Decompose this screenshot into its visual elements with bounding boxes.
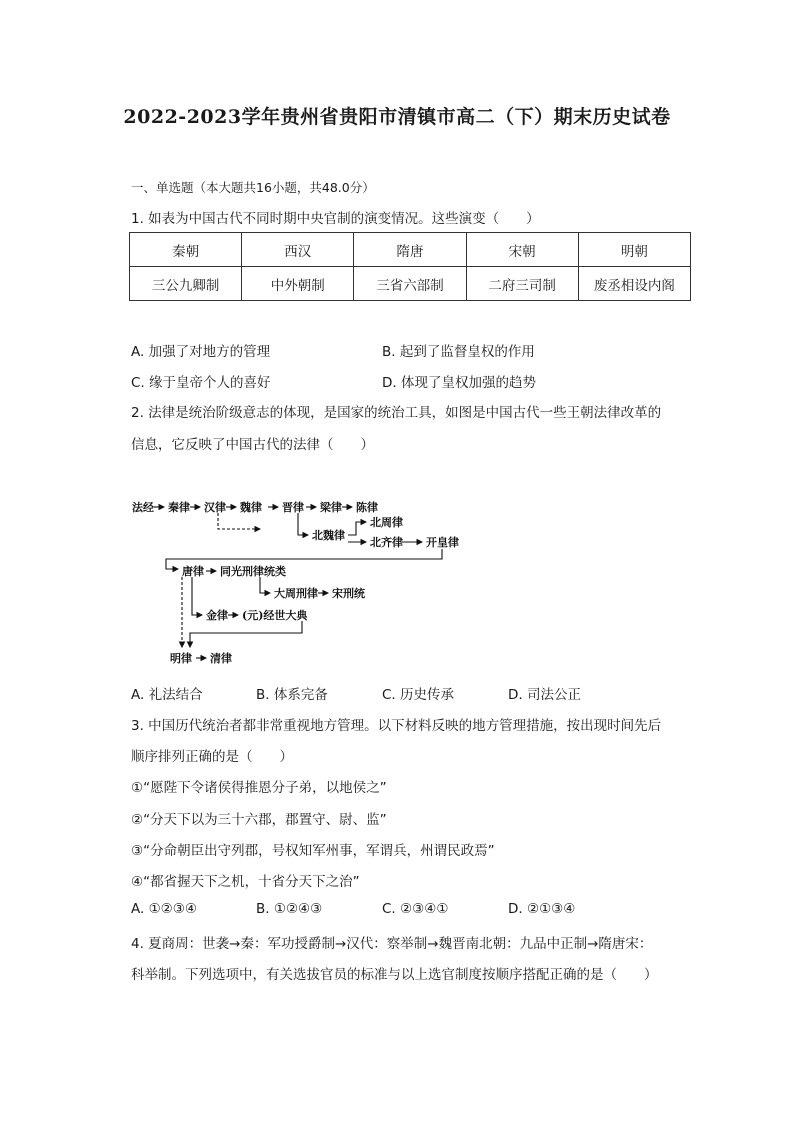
q4-stem-line1: 4. 夏商周：世袭→秦：军功授爵制→汉代：察举制→魏晋南北朝：九品中正制→隋唐宋： bbox=[131, 936, 653, 952]
q2-option-d[interactable]: D. 司法公正 bbox=[508, 687, 581, 703]
table-header-cell: 隋唐 bbox=[354, 233, 466, 267]
node-qinglv: 清律 bbox=[210, 652, 232, 665]
node-jinlv: 晋律 bbox=[282, 501, 304, 514]
table-header-cell: 宋朝 bbox=[466, 233, 578, 267]
q2-stem-line1: 2. 法律是统治阶级意志的体现，是国家的统治工具，如图是中国古代一些王朝法律改革的 bbox=[131, 405, 662, 421]
table-cell: 三公九卿制 bbox=[130, 267, 242, 301]
q1-option-d[interactable]: D. 体现了皇权加强的趋势 bbox=[382, 375, 536, 391]
q3-option-b[interactable]: B. ①②④③ bbox=[256, 901, 323, 917]
q1-option-b[interactable]: B. 起到了监督皇权的作用 bbox=[382, 344, 535, 360]
q3-option-a[interactable]: A. ①②③④ bbox=[131, 901, 197, 917]
q3-stem-line2: 顺序排列正确的是（ ） bbox=[131, 749, 293, 765]
node-hanlv: 汉律 bbox=[204, 501, 226, 514]
q3-option-d[interactable]: D. ②①③④ bbox=[508, 901, 576, 917]
q3-item-3: ③“分命朝臣出守列郡，号权知军州事，军谓兵，州谓民政焉” bbox=[131, 843, 495, 859]
q2-option-c[interactable]: C. 历史传承 bbox=[382, 687, 455, 703]
q1-option-a[interactable]: A. 加强了对地方的管理 bbox=[131, 344, 271, 360]
node-minglv: 明律 bbox=[170, 652, 192, 665]
q3-stem-line1: 3. 中国历代统治者都非常重视地方管理。以下材料反映的地方管理措施，按出现时间先后 bbox=[131, 718, 662, 734]
q3-item-4: ④“都省握天下之机，十省分天下之治” bbox=[131, 874, 360, 890]
table-header-cell: 西汉 bbox=[242, 233, 354, 267]
q3-item-2: ②“分天下以为三十六郡，郡置守、尉、监” bbox=[131, 812, 387, 828]
node-songxingtong: 宋刑统 bbox=[332, 587, 365, 600]
table-row bbox=[130, 233, 691, 267]
law-evolution-diagram bbox=[130, 495, 470, 667]
node-weilv: 魏律 bbox=[240, 501, 262, 514]
table-cell: 三省六部制 bbox=[354, 267, 466, 301]
node-lianglv: 梁律 bbox=[320, 501, 342, 514]
node-yuan: (元)经世大典 bbox=[242, 609, 308, 622]
table-row bbox=[130, 267, 691, 301]
q1-table bbox=[129, 232, 691, 301]
node-jinlv-jurchen: 金律 bbox=[206, 609, 228, 622]
q2-option-b[interactable]: B. 体系完备 bbox=[256, 687, 328, 703]
node-beiqilv: 北齐律 bbox=[370, 536, 403, 549]
q3-option-c[interactable]: C. ②③④① bbox=[382, 901, 449, 917]
node-beiweilv: 北魏律 bbox=[312, 529, 345, 542]
node-chenlv: 陈律 bbox=[356, 501, 378, 514]
table-cell: 二府三司制 bbox=[466, 267, 578, 301]
node-qinlv: 秦律 bbox=[168, 501, 190, 514]
q2-stem-line2: 信息，它反映了中国古代的法律（ ） bbox=[131, 437, 374, 453]
node-beizhoulv: 北周律 bbox=[370, 516, 403, 529]
table-header-cell: 秦朝 bbox=[130, 233, 242, 267]
node-kaihuanglv: 开皇律 bbox=[426, 536, 459, 549]
q1-stem: 1. 如表为中国古代不同时期中央官制的演变情况。这些演变（ ） bbox=[131, 211, 540, 227]
page-title: 2022-2023学年贵州省贵阳市清镇市高二（下）期末历史试卷 bbox=[123, 106, 671, 128]
q4-stem-line2: 科举制。下列选项中，有关选拔官员的标准与以上选官制度按顺序搭配正确的是（ ） bbox=[131, 967, 658, 983]
table-header-cell: 明朝 bbox=[578, 233, 690, 267]
section-heading: 一、单选题（本大题共16小题，共48.0分） bbox=[131, 180, 375, 195]
table-cell: 中外朝制 bbox=[242, 267, 354, 301]
node-dazhou: 大周刑律 bbox=[274, 587, 318, 600]
node-tongguang: 同光刑律统类 bbox=[220, 565, 286, 578]
q3-item-1: ①“愿陛下令诸侯得推恩分子弟，以地侯之” bbox=[131, 780, 387, 796]
node-fajing: 法经 bbox=[132, 501, 154, 514]
q1-option-c[interactable]: C. 缘于皇帝个人的喜好 bbox=[131, 375, 271, 391]
table-cell: 废丞相设内阁 bbox=[578, 267, 690, 301]
node-tanglv: 唐律 bbox=[182, 565, 204, 578]
q2-option-a[interactable]: A. 礼法结合 bbox=[131, 687, 203, 703]
